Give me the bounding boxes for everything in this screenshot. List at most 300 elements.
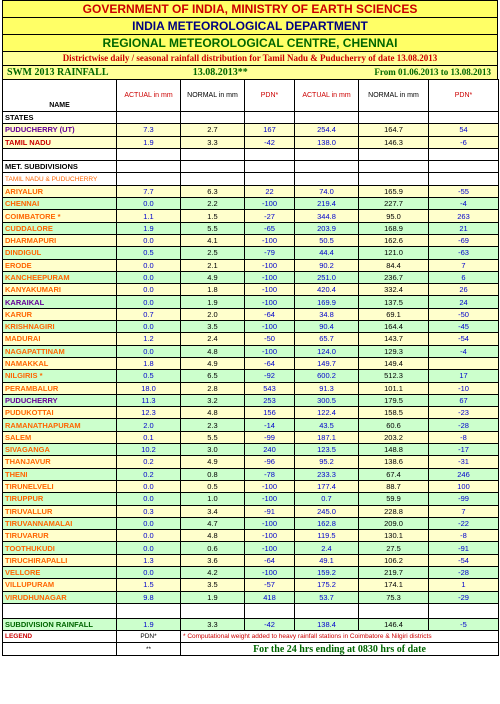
actual-season: 65.7 — [295, 333, 359, 345]
actual-season: 177.4 — [295, 480, 359, 492]
normal-season: 179.5 — [359, 394, 429, 406]
pdn-season: -22 — [429, 517, 499, 529]
pdn-season: -8 — [429, 530, 499, 542]
normal-season: 146.4 — [359, 618, 429, 630]
col-actual-season: ACTUAL in mm — [295, 80, 359, 112]
actual-season: 344.8 — [295, 210, 359, 222]
district-name: MADURAI — [3, 333, 117, 345]
district-name: ARIYALUR — [3, 185, 117, 197]
normal-day: 2.5 — [181, 247, 245, 259]
district-row — [3, 493, 499, 505]
district-row — [3, 394, 499, 406]
district-row — [3, 308, 499, 320]
actual-day: 0.0 — [117, 284, 181, 296]
col-pdn-day: PDN* — [245, 80, 295, 112]
actual-season: 122.4 — [295, 407, 359, 419]
district-name: VILLUPURAM — [3, 579, 117, 591]
normal-season: 164.7 — [359, 124, 429, 136]
pdn-season: 67 — [429, 394, 499, 406]
actual-day: 0.0 — [117, 517, 181, 529]
pdn-day: -100 — [245, 493, 295, 505]
district-name: RAMANATHAPURAM — [3, 419, 117, 431]
pdn-season: 246 — [429, 468, 499, 480]
district-row — [3, 419, 499, 431]
actual-day: 0.0 — [117, 198, 181, 210]
actual-season: 300.5 — [295, 394, 359, 406]
normal-season: 67.4 — [359, 468, 429, 480]
district-row — [3, 517, 499, 529]
normal-season: 227.7 — [359, 198, 429, 210]
district-name: KANYAKUMARI — [3, 284, 117, 296]
pdn-day: 22 — [245, 185, 295, 197]
actual-day: 9.8 — [117, 591, 181, 603]
actual-season: 0.7 — [295, 493, 359, 505]
district-name: TIRUCHIRAPALLI — [3, 554, 117, 566]
actual-day: 0.0 — [117, 493, 181, 505]
normal-season: 101.1 — [359, 382, 429, 394]
normal-day: 2.8 — [181, 382, 245, 394]
normal-season: 209.0 — [359, 517, 429, 529]
pdn-season: -31 — [429, 456, 499, 468]
actual-day: 1.9 — [117, 222, 181, 234]
pdn-season: -4 — [429, 198, 499, 210]
pdn-season: 17 — [429, 370, 499, 382]
district-name: THENI — [3, 468, 117, 480]
district-row — [3, 431, 499, 443]
season-label: SWM 2013 RAINFALL — [7, 67, 109, 78]
normal-season: 168.9 — [359, 222, 429, 234]
pdn-day: -42 — [245, 618, 295, 630]
normal-day: 2.4 — [181, 333, 245, 345]
actual-day: 0.1 — [117, 431, 181, 443]
normal-day: 2.7 — [181, 124, 245, 136]
actual-season: 95.2 — [295, 456, 359, 468]
pdn-day: -99 — [245, 431, 295, 443]
district-row — [3, 468, 499, 480]
normal-season: 148.8 — [359, 444, 429, 456]
pdn-day: -65 — [245, 222, 295, 234]
actual-season: 123.5 — [295, 444, 359, 456]
pdn-season: 100 — [429, 480, 499, 492]
pdn-day: -100 — [245, 530, 295, 542]
actual-day: 0.5 — [117, 247, 181, 259]
actual-day: 0.0 — [117, 271, 181, 283]
actual-season: 53.7 — [295, 591, 359, 603]
pdn-day: -57 — [245, 579, 295, 591]
actual-day: 1.9 — [117, 618, 181, 630]
district-name: VIRUDHUNAGAR — [3, 591, 117, 603]
actual-season: 91.3 — [295, 382, 359, 394]
pdn-day: 418 — [245, 591, 295, 603]
pdn-day: -42 — [245, 136, 295, 148]
actual-season: 175.2 — [295, 579, 359, 591]
pdn-season: -4 — [429, 345, 499, 357]
normal-season: 228.8 — [359, 505, 429, 517]
district-name: DHARMAPURI — [3, 234, 117, 246]
pdn-season: -63 — [429, 247, 499, 259]
pdn-season: -6 — [429, 136, 499, 148]
actual-season: 233.3 — [295, 468, 359, 480]
normal-day: 4.9 — [181, 456, 245, 468]
district-row — [3, 530, 499, 542]
subdivision-total-row — [3, 618, 499, 630]
pdn-season: -54 — [429, 554, 499, 566]
actual-day: 2.0 — [117, 419, 181, 431]
district-name: TOOTHUKUDI — [3, 542, 117, 554]
actual-day: 0.7 — [117, 308, 181, 320]
district-name: PERAMBALUR — [3, 382, 117, 394]
actual-day: 7.3 — [117, 124, 181, 136]
normal-day: 3.6 — [181, 554, 245, 566]
actual-day: 0.0 — [117, 234, 181, 246]
legend-stars-key: ** — [117, 643, 181, 655]
actual-season: 149.7 — [295, 357, 359, 369]
pdn-day: -92 — [245, 370, 295, 382]
district-name: VELLORE — [3, 566, 117, 578]
pdn-day: -91 — [245, 505, 295, 517]
actual-season: 138.0 — [295, 136, 359, 148]
pdn-season: -17 — [429, 444, 499, 456]
pdn-season: -29 — [429, 591, 499, 603]
pdn-day: -79 — [245, 247, 295, 259]
pdn-day: -64 — [245, 554, 295, 566]
district-name: TIRUNELVELI — [3, 480, 117, 492]
pdn-day: 167 — [245, 124, 295, 136]
actual-day: 1.9 — [117, 136, 181, 148]
footer-row — [3, 643, 499, 655]
normal-season: 69.1 — [359, 308, 429, 320]
normal-season: 236.7 — [359, 271, 429, 283]
actual-season: 203.9 — [295, 222, 359, 234]
actual-season: 254.4 — [295, 124, 359, 136]
normal-day: 4.7 — [181, 517, 245, 529]
pdn-season: -99 — [429, 493, 499, 505]
district-name: SALEM — [3, 431, 117, 443]
period-label: From 01.06.2013 to 13.08.2013 — [374, 67, 491, 77]
district-row — [3, 259, 499, 271]
pdn-season: -8 — [429, 431, 499, 443]
pdn-day: 543 — [245, 382, 295, 394]
normal-season: 149.4 — [359, 357, 429, 369]
district-row — [3, 407, 499, 419]
pdn-day: 240 — [245, 444, 295, 456]
normal-day: 1.8 — [181, 284, 245, 296]
district-row — [3, 542, 499, 554]
actual-day: 0.2 — [117, 456, 181, 468]
normal-season: 146.3 — [359, 136, 429, 148]
normal-day: 3.4 — [181, 505, 245, 517]
normal-day: 4.8 — [181, 530, 245, 542]
normal-day: 3.5 — [181, 321, 245, 333]
actual-day: 0.0 — [117, 296, 181, 308]
actual-season: 245.0 — [295, 505, 359, 517]
normal-day: 0.8 — [181, 468, 245, 480]
district-name: TIRUVALLUR — [3, 505, 117, 517]
normal-day: 4.8 — [181, 407, 245, 419]
district-name: KARAIKAL — [3, 296, 117, 308]
district-name: CUDDALORE — [3, 222, 117, 234]
col-name: NAME — [3, 80, 117, 112]
actual-season: 90.4 — [295, 321, 359, 333]
district-row — [3, 357, 499, 369]
actual-day: 1.2 — [117, 333, 181, 345]
normal-season: 95.0 — [359, 210, 429, 222]
actual-season: 138.4 — [295, 618, 359, 630]
actual-season: 162.8 — [295, 517, 359, 529]
pdn-day: -64 — [245, 357, 295, 369]
normal-day: 6.3 — [181, 185, 245, 197]
district-row — [3, 444, 499, 456]
pdn-day: -100 — [245, 321, 295, 333]
pdn-day: -96 — [245, 456, 295, 468]
actual-season: 159.2 — [295, 566, 359, 578]
rainfall-table — [2, 79, 499, 656]
actual-day: 0.2 — [117, 468, 181, 480]
spacer-row — [3, 148, 499, 160]
normal-season: 60.6 — [359, 419, 429, 431]
pdn-season: -28 — [429, 566, 499, 578]
normal-season: 106.2 — [359, 554, 429, 566]
normal-season: 130.1 — [359, 530, 429, 542]
legend-pdn-key: PDN* — [117, 631, 181, 643]
actual-season: 43.5 — [295, 419, 359, 431]
pdn-day: -100 — [245, 480, 295, 492]
actual-day: 0.0 — [117, 259, 181, 271]
normal-day: 3.3 — [181, 136, 245, 148]
normal-day: 6.5 — [181, 370, 245, 382]
pdn-season: -28 — [429, 419, 499, 431]
pdn-day: -100 — [245, 259, 295, 271]
normal-day: 2.3 — [181, 419, 245, 431]
district-row — [3, 370, 499, 382]
normal-day: 3.5 — [181, 579, 245, 591]
states-section-row — [3, 112, 499, 124]
district-name: PUDUCHERRY — [3, 394, 117, 406]
pdn-day: -14 — [245, 419, 295, 431]
normal-season: 162.6 — [359, 234, 429, 246]
normal-season: 59.9 — [359, 493, 429, 505]
district-row — [3, 382, 499, 394]
pdn-day: -100 — [245, 284, 295, 296]
pdn-season: -10 — [429, 382, 499, 394]
pdn-season: 1 — [429, 579, 499, 591]
district-name: KARUR — [3, 308, 117, 320]
normal-day: 1.9 — [181, 296, 245, 308]
pdn-season: -91 — [429, 542, 499, 554]
normal-day: 1.9 — [181, 591, 245, 603]
actual-season: 74.0 — [295, 185, 359, 197]
pdn-day: -100 — [245, 345, 295, 357]
actual-season: 124.0 — [295, 345, 359, 357]
pdn-season: 21 — [429, 222, 499, 234]
actual-day: 0.0 — [117, 321, 181, 333]
states-label: STATES — [3, 112, 117, 124]
actual-season: 187.1 — [295, 431, 359, 443]
normal-day: 2.2 — [181, 198, 245, 210]
district-name: SUBDIVISION RAINFALL — [3, 618, 117, 630]
pdn-season: -5 — [429, 618, 499, 630]
normal-day: 3.0 — [181, 444, 245, 456]
pdn-day: 253 — [245, 394, 295, 406]
district-name: THANJAVUR — [3, 456, 117, 468]
legend-label: LEGEND — [3, 631, 117, 643]
pdn-day: -78 — [245, 468, 295, 480]
district-row — [3, 345, 499, 357]
pdn-day: -50 — [245, 333, 295, 345]
normal-day: 2.1 — [181, 259, 245, 271]
pdn-season: 26 — [429, 284, 499, 296]
district-name: KRISHNAGIRI — [3, 321, 117, 333]
subdiv-label: MET. SUBDIVISIONS — [3, 161, 117, 173]
actual-day: 1.1 — [117, 210, 181, 222]
actual-season: 50.5 — [295, 234, 359, 246]
period-row — [2, 65, 498, 79]
ministry-title: GOVERNMENT OF INDIA, MINISTRY OF EARTH SCIENCES — [2, 0, 498, 17]
district-name: PUDUKOTTAI — [3, 407, 117, 419]
district-row — [3, 198, 499, 210]
actual-season: 2.4 — [295, 542, 359, 554]
district-row — [3, 591, 499, 603]
pdn-season: 6 — [429, 271, 499, 283]
district-name: NILGIRIS * — [3, 370, 117, 382]
normal-season: 512.3 — [359, 370, 429, 382]
normal-day: 4.1 — [181, 234, 245, 246]
actual-day: 7.7 — [117, 185, 181, 197]
district-name: NAGAPATTINAM — [3, 345, 117, 357]
district-name: SIVAGANGA — [3, 444, 117, 456]
district-row — [3, 554, 499, 566]
actual-day: 10.2 — [117, 444, 181, 456]
normal-day: 3.2 — [181, 394, 245, 406]
actual-day: 0.0 — [117, 566, 181, 578]
pdn-season: 54 — [429, 124, 499, 136]
actual-season: 49.1 — [295, 554, 359, 566]
normal-season: 174.1 — [359, 579, 429, 591]
district-name: ERODE — [3, 259, 117, 271]
col-normal-day: NORMAL in mm — [181, 80, 245, 112]
normal-season: 84.4 — [359, 259, 429, 271]
actual-season: 169.9 — [295, 296, 359, 308]
state-row — [3, 124, 499, 136]
normal-season: 164.4 — [359, 321, 429, 333]
actual-season: 90.2 — [295, 259, 359, 271]
pdn-day: -64 — [245, 308, 295, 320]
district-row — [3, 480, 499, 492]
district-row — [3, 210, 499, 222]
district-name: CHENNAI — [3, 198, 117, 210]
normal-day: 5.5 — [181, 431, 245, 443]
normal-day: 4.2 — [181, 566, 245, 578]
actual-season: 420.4 — [295, 284, 359, 296]
normal-season: 165.9 — [359, 185, 429, 197]
normal-season: 121.0 — [359, 247, 429, 259]
actual-day: 1.8 — [117, 357, 181, 369]
col-actual-day: ACTUAL in mm — [117, 80, 181, 112]
actual-day: 0.5 — [117, 370, 181, 382]
normal-season: 75.3 — [359, 591, 429, 603]
pdn-season: 7 — [429, 259, 499, 271]
actual-season: 44.4 — [295, 247, 359, 259]
pdn-season: -23 — [429, 407, 499, 419]
normal-season: 137.5 — [359, 296, 429, 308]
normal-season: 143.7 — [359, 333, 429, 345]
normal-day: 4.9 — [181, 271, 245, 283]
pdn-season: 24 — [429, 296, 499, 308]
district-row — [3, 271, 499, 283]
district-row — [3, 234, 499, 246]
district-row — [3, 222, 499, 234]
centre-title: REGIONAL METEOROLOGICAL CENTRE, CHENNAI — [2, 34, 498, 51]
subdiv-name-row — [3, 173, 499, 185]
actual-day: 12.3 — [117, 407, 181, 419]
normal-day: 1.5 — [181, 210, 245, 222]
actual-day: 0.0 — [117, 345, 181, 357]
district-row — [3, 284, 499, 296]
footer-note: For the 24 hrs ending at 0830 hrs of date — [181, 643, 499, 655]
district-row — [3, 247, 499, 259]
normal-season: 203.2 — [359, 431, 429, 443]
normal-season: 219.7 — [359, 566, 429, 578]
normal-day: 2.0 — [181, 308, 245, 320]
normal-season: 158.5 — [359, 407, 429, 419]
actual-season: 219.4 — [295, 198, 359, 210]
district-name: TIRUVARUR — [3, 530, 117, 542]
pdn-season: -55 — [429, 185, 499, 197]
department-title: INDIA METEOROLOGICAL DEPARTMENT — [2, 17, 498, 34]
normal-season: 27.5 — [359, 542, 429, 554]
district-row — [3, 456, 499, 468]
actual-day: 0.0 — [117, 480, 181, 492]
column-header-row — [3, 80, 499, 112]
district-row — [3, 333, 499, 345]
rainfall-sheet — [2, 0, 498, 656]
district-row — [3, 321, 499, 333]
legend-note: * Computational weight added to heavy rainfall stations in Coimbatore & Nilgiri districts — [181, 631, 499, 643]
pdn-season: 7 — [429, 505, 499, 517]
district-name: COIMBATORE * — [3, 210, 117, 222]
normal-day: 1.0 — [181, 493, 245, 505]
actual-day: 18.0 — [117, 382, 181, 394]
normal-season: 332.4 — [359, 284, 429, 296]
district-row — [3, 505, 499, 517]
actual-day: 0.0 — [117, 542, 181, 554]
pdn-day: -100 — [245, 198, 295, 210]
pdn-season — [429, 357, 499, 369]
district-name: TIRUPPUR — [3, 493, 117, 505]
district-name: TAMIL NADU — [3, 136, 117, 148]
subdiv-section-row — [3, 161, 499, 173]
pdn-day: -100 — [245, 542, 295, 554]
normal-day: 4.8 — [181, 345, 245, 357]
actual-season: 600.2 — [295, 370, 359, 382]
actual-day: 0.0 — [117, 530, 181, 542]
district-name: PUDUCHERRY (UT) — [3, 124, 117, 136]
report-subtitle: Districtwise daily / seasonal rainfall distribution for Tamil Nadu & Puducherry of date 13.08.2013 — [2, 51, 498, 65]
pdn-day: -100 — [245, 271, 295, 283]
pdn-day: -100 — [245, 566, 295, 578]
legend-row — [3, 631, 499, 643]
actual-season: 34.8 — [295, 308, 359, 320]
district-name: DINDIGUL — [3, 247, 117, 259]
district-row — [3, 296, 499, 308]
pdn-season: -54 — [429, 333, 499, 345]
actual-day: 11.3 — [117, 394, 181, 406]
spacer-row — [3, 603, 499, 618]
state-row — [3, 136, 499, 148]
actual-season: 251.0 — [295, 271, 359, 283]
actual-season: 119.5 — [295, 530, 359, 542]
actual-day: 0.3 — [117, 505, 181, 517]
